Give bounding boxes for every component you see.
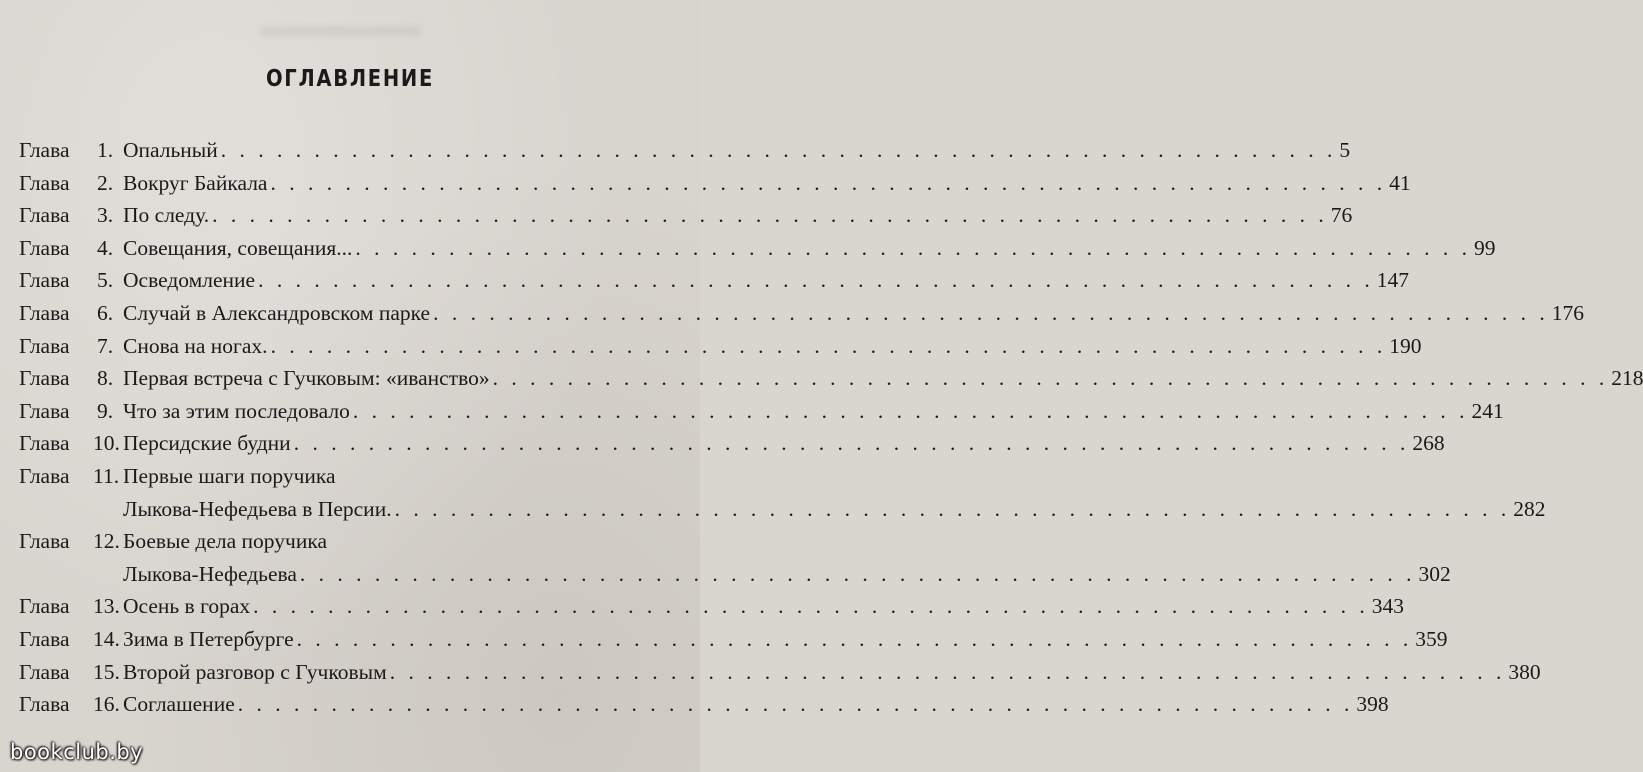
dot-leader: . . . . . . . . . . . . . . . . . . . . . . . . . . . . . . . . . . . . . . . . . . . . . . . . . . . . . . . . . . . . — [253, 594, 1369, 619]
chapter-number: 8. — [97, 366, 114, 391]
toc-entry — [19, 330, 1422, 363]
chapter-number: 7. — [97, 333, 114, 358]
chapter-title: Первая встреча с Гучковым: «иванство» — [123, 366, 490, 391]
dot-leader: . . . . . . . . . . . . . . . . . . . . . . . . . . . . . . . . . . . . . . . . . . . . . . . . . . . . . . . . . . . . — [299, 561, 1416, 586]
chapter-number: 13. — [93, 594, 120, 619]
chapter-label: Глава — [19, 170, 70, 195]
table-of-contents — [19, 134, 1643, 721]
chapter-label: Глава — [19, 398, 70, 423]
chapter-number: 10. — [93, 431, 120, 456]
chapter-label: Глава — [19, 235, 70, 260]
chapter-title: Совещания, совещания... — [123, 235, 353, 260]
chapter-title: По следу. — [123, 203, 210, 228]
chapter-title: Вокруг Байкала — [123, 170, 268, 195]
chapter-label: Глава — [19, 529, 70, 554]
dot-leader: . . . . . . . . . . . . . . . . . . . . . . . . . . . . . . . . . . . . . . . . . . . . . . . . . . . . . . . . . . . . — [352, 398, 1469, 423]
dot-leader: . . . . . . . . . . . . . . . . . . . . . . . . . . . . . . . . . . . . . . . . . . . . . . . . . . . . . . . . . . . . — [355, 235, 1472, 260]
chapter-title: Опальный — [123, 138, 218, 162]
toc-entry — [19, 460, 652, 493]
page-number: 282 — [1513, 496, 1546, 521]
toc-entry — [19, 167, 1411, 200]
chapter-label: Глава — [19, 138, 70, 162]
watermark: bookclub.by — [10, 740, 144, 764]
dot-leader: . . . . . . . . . . . . . . . . . . . . . . . . . . . . . . . . . . . . . . . . . . . . . . . . . . . . . . . . . . . . — [258, 268, 1374, 293]
page-number: 176 — [1551, 300, 1584, 325]
chapter-number: 12. — [93, 529, 120, 554]
dot-leader: . . . . . . . . . . . . . . . . . . . . . . . . . . . . . . . . . . . . . . . . . . . . . . . . . . . . . . . . . . . . — [293, 431, 1410, 456]
chapter-label: Глава — [19, 203, 70, 228]
toc-entry — [19, 656, 1541, 689]
chapter-label: Глава — [19, 333, 70, 358]
page-number: 398 — [1356, 692, 1389, 717]
toc-entry — [19, 134, 1351, 167]
dot-leader: . . . . . . . . . . . . . . . . . . . . . . . . . . . . . . . . . . . . . . . . . . . . . . . . . . . . . . . . . . . . — [220, 138, 1337, 162]
chapter-label: Глава — [19, 594, 70, 619]
chapter-number: 16. — [93, 692, 120, 717]
page-number: 147 — [1376, 268, 1409, 293]
chapter-number: 11. — [93, 463, 120, 488]
chapter-title: Соглашение — [123, 692, 235, 717]
toc-entry — [19, 623, 1448, 656]
chapter-title: Зима в Петербурге — [123, 626, 294, 651]
page-number: 5 — [1339, 138, 1351, 162]
chapter-label: Глава — [19, 626, 70, 651]
chapter-number: 4. — [97, 235, 114, 260]
toc-entry — [19, 362, 1643, 395]
page-number: 343 — [1371, 594, 1405, 619]
toc-entry — [19, 688, 1389, 721]
chapter-title-continuation: Лыкова-Нефедьева — [123, 561, 297, 586]
toc-entry — [19, 232, 1496, 265]
chapter-title: Осведомление — [123, 268, 256, 293]
chapter-number: 2. — [97, 170, 114, 195]
page-title: ОГЛАВЛЕНИЕ — [265, 66, 435, 92]
chapter-title: Снова на ногах. — [123, 333, 268, 358]
chapter-label: Глава — [19, 268, 70, 293]
chapter-number: 1. — [97, 138, 114, 162]
toc-entry — [19, 590, 1405, 623]
toc-entry-continuation — [19, 558, 1451, 591]
chapter-number: 9. — [97, 398, 114, 423]
chapter-title-continuation: Лыкова-Нефедьева в Персии. — [123, 496, 392, 521]
dot-leader: . . . . . . . . . . . . . . . . . . . . . . . . . . . . . . . . . . . . . . . . . . . . . . . . . . . . . . . . . . . . — [492, 366, 1609, 391]
dot-leader: . . . . . . . . . . . . . . . . . . . . . . . . . . . . . . . . . . . . . . . . . . . . . . . . . . . . . . . . . . . . — [433, 300, 1549, 325]
dot-leader: . . . . . . . . . . . . . . . . . . . . . . . . . . . . . . . . . . . . . . . . . . . . . . . . . . . . . . . . . . . . — [394, 496, 1511, 521]
chapter-title: Что за этим последовало — [123, 398, 350, 423]
chapter-label: Глава — [19, 300, 70, 325]
page-number: 218 — [1611, 366, 1643, 391]
chapter-title: Второй разговор с Гучковым — [123, 659, 387, 684]
chapter-title: Осень в горах — [123, 594, 251, 619]
page-number: 241 — [1471, 398, 1504, 423]
print-smudge — [260, 26, 420, 36]
chapter-number: 3. — [97, 203, 114, 228]
chapter-title: Персидские будни — [123, 431, 291, 456]
toc-entry — [19, 395, 1504, 428]
toc-entry — [19, 427, 1445, 460]
dot-leader: . . . . . . . . . . . . . . . . . . . . . . . . . . . . . . . . . . . . . . . . . . . . . . . . . . . . . . . . . . . . — [296, 626, 1413, 651]
chapter-number: 14. — [93, 626, 120, 651]
toc-entry — [19, 264, 1409, 297]
dot-leader: . . . . . . . . . . . . . . . . . . . . . . . . . . . . . . . . . . . . . . . . . . . . . . . . . . . . . . . . . . . . — [212, 203, 1328, 228]
toc-entry — [19, 525, 652, 558]
dot-leader: . . . . . . . . . . . . . . . . . . . . . . . . . . . . . . . . . . . . . . . . . . . . . . . . . . . . . . . . . . . . — [270, 333, 1387, 358]
dot-leader: . . . . . . . . . . . . . . . . . . . . . . . . . . . . . . . . . . . . . . . . . . . . . . . . . . . . . . . . . . . . — [270, 170, 1387, 195]
page-number: 76 — [1330, 203, 1353, 228]
chapter-number: 6. — [97, 300, 114, 325]
page-number: 302 — [1418, 561, 1451, 586]
page-number: 380 — [1508, 659, 1541, 684]
chapter-label: Глава — [19, 463, 70, 488]
chapter-title: Первые шаги поручика — [123, 463, 336, 488]
dot-leader: . . . . . . . . . . . . . . . . . . . . . . . . . . . . . . . . . . . . . . . . . . . . . . . . . . . . . . . . . . . . — [389, 659, 1506, 684]
page-number: 99 — [1474, 235, 1496, 260]
page-number: 268 — [1412, 431, 1445, 456]
chapter-label: Глава — [19, 692, 70, 717]
chapter-label: Глава — [19, 659, 70, 684]
dot-leader: . . . . . . . . . . . . . . . . . . . . . . . . . . . . . . . . . . . . . . . . . . . . . . . . . . . . . . . . . . . . — [237, 692, 1354, 717]
page-number: 190 — [1389, 333, 1422, 358]
page-number: 359 — [1415, 626, 1448, 651]
chapter-label: Глава — [19, 431, 70, 456]
toc-entry-continuation — [19, 493, 1546, 526]
page-number: 41 — [1389, 170, 1411, 195]
chapter-label: Глава — [19, 366, 70, 391]
chapter-title: Случай в Александровском парке — [123, 300, 431, 325]
chapter-title: Боевые дела поручика — [123, 529, 327, 554]
toc-entry — [19, 297, 1584, 330]
chapter-number: 15. — [93, 659, 120, 684]
chapter-number: 5. — [97, 268, 114, 293]
toc-entry — [19, 199, 1353, 232]
